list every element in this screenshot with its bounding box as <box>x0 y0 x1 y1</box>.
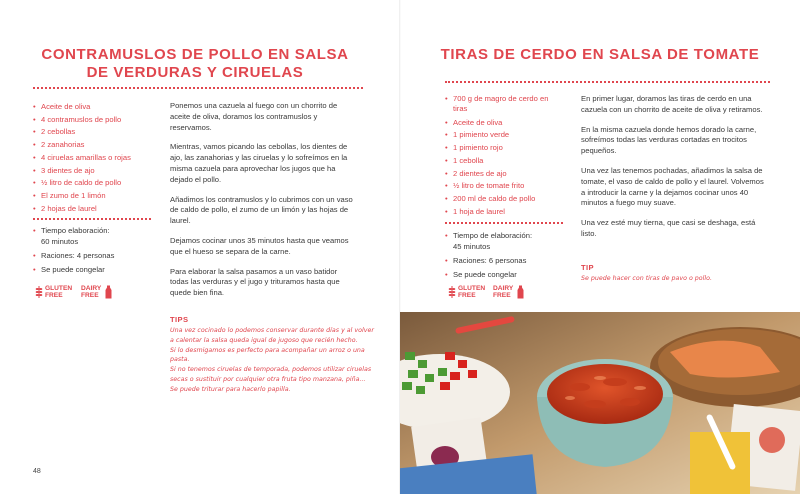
step-paragraph: Añadimos los contramuslos y lo cubrimos con un vaso de caldo de pollo, el zumo de un limón y las hojas de laurel. <box>170 194 353 226</box>
info-item-freeze: • Se puede congelar <box>445 269 565 280</box>
recipe-title-line1: CONTRAMUSLOS DE POLLO EN SALSA <box>41 46 349 63</box>
ingredient-item: • 1 cebolla <box>445 155 553 168</box>
gluten-free-badge: GLUTEN FREE <box>448 285 484 299</box>
recipe-title-chicken <box>40 46 350 82</box>
dairy-free-badge: DAIRY FREE <box>81 285 112 299</box>
section-divider <box>445 222 563 224</box>
info-item-time: • Tiempo elaboración: 60 minutos <box>33 225 153 247</box>
ingredient-item: • Aceite de oliva <box>33 101 153 114</box>
recipe-title-pork: TIRAS DE CERDO EN SALSA DE TOMATE <box>440 46 760 63</box>
title-divider <box>33 87 363 89</box>
recipe-info-list <box>445 230 565 283</box>
page-number: 48 <box>33 468 41 475</box>
food-photo <box>400 312 800 494</box>
recipe-steps <box>581 94 769 249</box>
ingredient-item: • ½ litro de caldo de pollo <box>33 177 153 190</box>
ingredients-list <box>445 94 553 218</box>
step-paragraph: Una vez las tenemos pochadas, añadimos la salsa de tomate, el vaso de caldo de pollo y el laurel. Volvemos a introducir la carne y la dejamos cocinar unos 40 minutos a fuego muy suave. <box>581 165 764 208</box>
ingredient-item: • ½ litro de tomate frito <box>445 180 553 193</box>
info-item-time: • Tiempo de elaboración: 45 minutos <box>445 230 565 252</box>
milk-bottle-icon <box>105 285 112 299</box>
gluten-free-badge: GLUTEN FREE <box>35 285 71 299</box>
tips-text: Una vez cocinado lo podemos conservar durante días y al volver a calentar la salsa queda igual de jugoso que recién hecho. Si lo desmigamos es perfecto para acompañar un arroz o una pasta. Si no tenemos ciruelas de temporada, podemos utilizar ciruelas secas o sustituir por cualquier otra fruta tipo manzana, piña... Se puede triturar para hacerlo papilla. <box>170 327 374 393</box>
ingredient-item: • 2 zanahorias <box>33 139 153 152</box>
wheat-icon <box>35 285 43 299</box>
step-paragraph: Para elaborar la salsa pasamos a un vaso batidor todas las verduras y el jugo y trituramos hasta que quede bien fina. <box>170 266 340 298</box>
ingredient-item: • 1 pimiento verde <box>445 129 553 142</box>
ingredient-item: • 1 hoja de laurel <box>445 206 553 219</box>
milk-bottle-icon <box>517 285 524 299</box>
title-divider <box>445 81 770 83</box>
step-paragraph: Ponemos una cazuela al fuego con un chorrito de aceite de oliva, doramos los contramuslos y reservamos. <box>170 101 338 132</box>
step-paragraph: En la misma cazuela donde hemos dorado la carne, sofreímos todas las verduras cortadas en trocitos pequeños. <box>581 124 757 156</box>
tips-heading: TIPS <box>170 315 189 324</box>
ingredient-item: • 4 ciruelas amarillas o rojas <box>33 152 153 165</box>
recipe-title-line2: DE VERDURAS Y CIRUELAS <box>86 64 304 81</box>
ingredient-item: • 2 cebollas <box>33 126 153 139</box>
dish-illustration <box>400 312 800 494</box>
ingredient-item: • 4 contramuslos de pollo <box>33 114 153 127</box>
info-item-freeze: • Se puede congelar <box>33 264 153 275</box>
ingredient-item: • El zumo de 1 limón <box>33 190 153 203</box>
step-paragraph: Dejamos cocinar unos 35 minutos hasta que veamos que el hueso se separa de la carne. <box>170 235 349 256</box>
ingredient-item: • 700 g de magro de cerdo en tiras <box>445 94 553 114</box>
ingredient-item: • 3 dientes de ajo <box>33 165 153 178</box>
recipe-steps <box>170 101 356 308</box>
tip-text: Se puede hacer con tiras de pavo o pollo. <box>581 275 713 282</box>
ingredient-item: • 2 dientes de ajo <box>445 168 553 181</box>
ingredient-item: • Aceite de oliva <box>445 117 553 130</box>
info-item-servings: • Raciones: 4 personas <box>33 250 153 261</box>
step-paragraph: En primer lugar, doramos las tiras de cerdo en una cazuela con un chorrito de aceite de oliva y retiramos. <box>581 94 763 114</box>
ingredient-item: • 200 ml de caldo de pollo <box>445 193 553 206</box>
info-item-servings: • Raciones: 6 personas <box>445 255 565 266</box>
tip-heading: TIP <box>581 263 595 272</box>
ingredients-list <box>33 101 153 215</box>
ingredient-item: • 2 hojas de laurel <box>33 203 153 216</box>
step-paragraph: Una vez esté muy tierna, que casi se deshaga, está listo. <box>581 218 756 238</box>
ingredient-item: • 1 pimiento rojo <box>445 142 553 155</box>
wheat-icon <box>448 285 456 299</box>
section-divider <box>33 218 151 220</box>
dairy-free-badge: DAIRY FREE <box>493 285 524 299</box>
recipe-info-list <box>33 225 153 278</box>
step-paragraph: Mientras, vamos picando las cebollas, los dientes de ajo, las zanahorias y las ciruelas y lo sofreímos en la misma cazuela para aprovechar los jugos que ha dejado el pollo. <box>170 142 348 184</box>
